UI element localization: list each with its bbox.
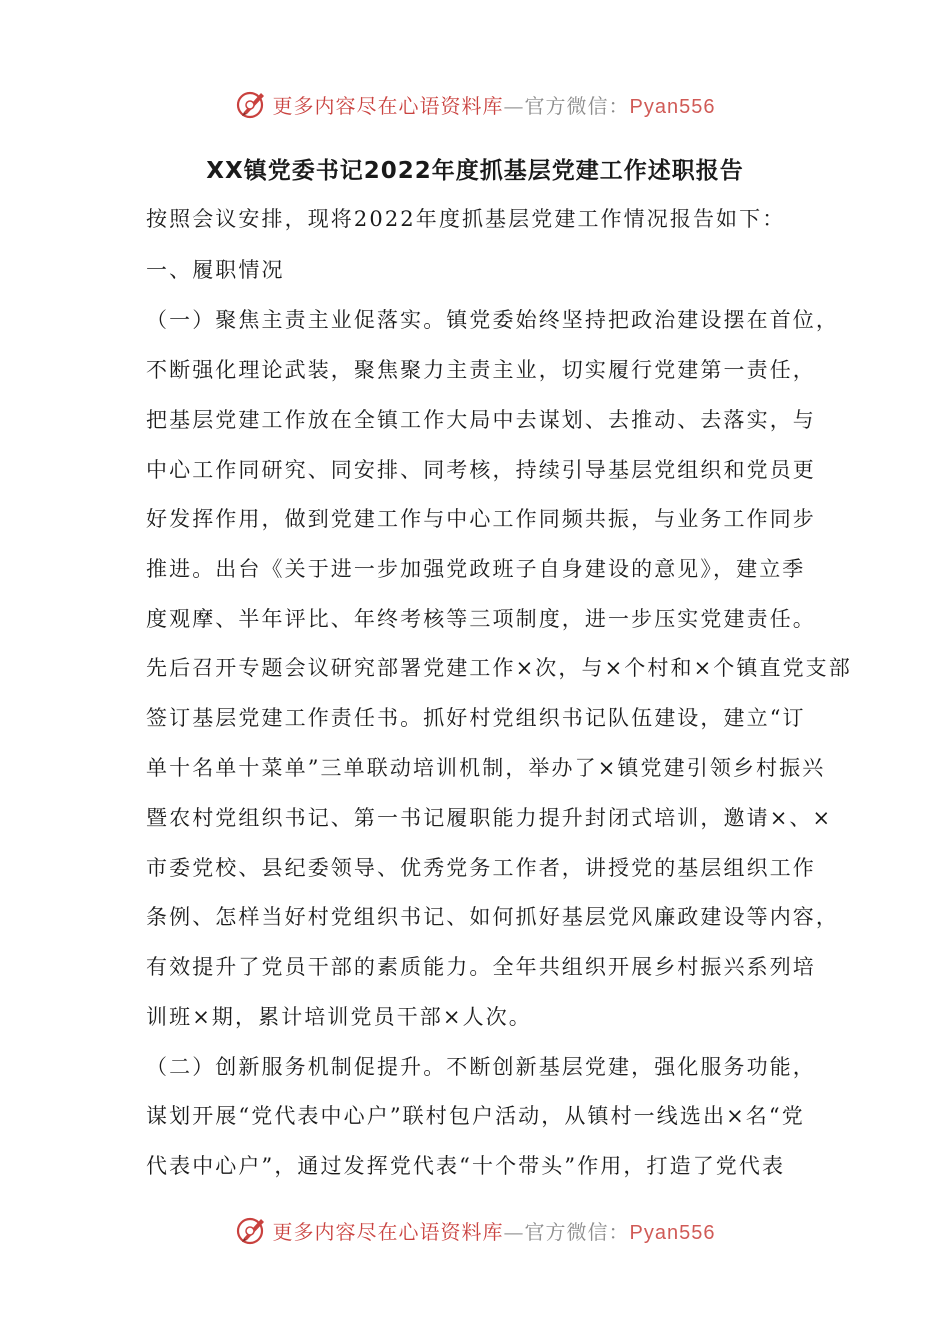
- intro-paragraph: 按照会议安排，现将2022年度抓基层党建工作情况报告如下：: [146, 207, 786, 231]
- body-line: 度观摩、半年评比、年终考核等三项制度，进一步压实党建责任。: [146, 607, 816, 631]
- watermark-wechat-id: Pyan556: [629, 1221, 716, 1244]
- body-line: 条例、怎样当好村党组织书记、如何抓好基层党风廉政建设等内容，: [146, 905, 839, 929]
- pen-logo-icon: [235, 1213, 269, 1247]
- body-line: （二）创新服务机制促提升。不断创新基层党建，强化服务功能，: [146, 1055, 816, 1079]
- footer-watermark-banner: [0, 1210, 950, 1250]
- body-line: 先后召开专题会议研究部署党建工作×次，与×个村和×个镇直党支部: [146, 656, 852, 680]
- body-line: 签订基层党建工作责任书。抓好村党组织书记队伍建设，建立“订: [146, 706, 806, 730]
- watermark-suffix: 官方微信：: [524, 1219, 630, 1244]
- body-line: 暨农村党组织书记、第一书记履职能力提升封闭式培训，邀请×、×: [146, 806, 833, 830]
- document-title: XX镇党委书记2022年度抓基层党建工作述职报告: [206, 158, 744, 184]
- watermark-text: [273, 1216, 716, 1245]
- watermark-main-text: 更多内容尽在心语资料库: [272, 93, 504, 118]
- body-line: 中心工作同研究、同安排、同考核，持续引导基层党组织和党员更: [146, 458, 816, 482]
- body-line: 单十名单十菜单”三单联动培训机制，举办了×镇党建引领乡村振兴: [146, 756, 826, 780]
- header-watermark-banner: [0, 84, 950, 124]
- body-line: 训班×期，累计培训党员干部×人次。: [146, 1005, 532, 1029]
- watermark-text: [273, 90, 716, 119]
- body-line: 推进。出台《关于进一步加强党政班子自身建设的意见》，建立季: [146, 557, 806, 581]
- watermark-main-text: 更多内容尽在心语资料库: [272, 1219, 504, 1244]
- watermark-dash: —: [503, 93, 525, 118]
- body-line: 把基层党建工作放在全镇工作大局中去谋划、去推动、去落实，与: [146, 408, 816, 432]
- body-line: 不断强化理论武装，聚焦聚力主责主业，切实履行党建第一责任，: [146, 358, 816, 382]
- body-line: 有效提升了党员干部的素质能力。全年共组织开展乡村振兴系列培: [146, 955, 816, 979]
- body-line: 好发挥作用，做到党建工作与中心工作同频共振，与业务工作同步: [146, 507, 816, 531]
- section-heading: 一、履职情况: [146, 258, 285, 282]
- pen-logo-icon: [235, 87, 269, 121]
- watermark-wechat-id: Pyan556: [629, 95, 716, 118]
- watermark-dash: —: [503, 1219, 525, 1244]
- watermark-suffix: 官方微信：: [524, 93, 630, 118]
- body-line: （一）聚焦主责主业促落实。镇党委始终坚持把政治建设摆在首位，: [146, 308, 839, 332]
- body-line: 代表中心户”，通过发挥党代表“十个带头”作用，打造了党代表: [146, 1154, 786, 1178]
- body-line: 市委党校、县纪委领导、优秀党务工作者，讲授党的基层组织工作: [146, 856, 816, 880]
- body-line: 谋划开展“党代表中心户”联村包户活动，从镇村一线选出×名“党: [146, 1104, 805, 1128]
